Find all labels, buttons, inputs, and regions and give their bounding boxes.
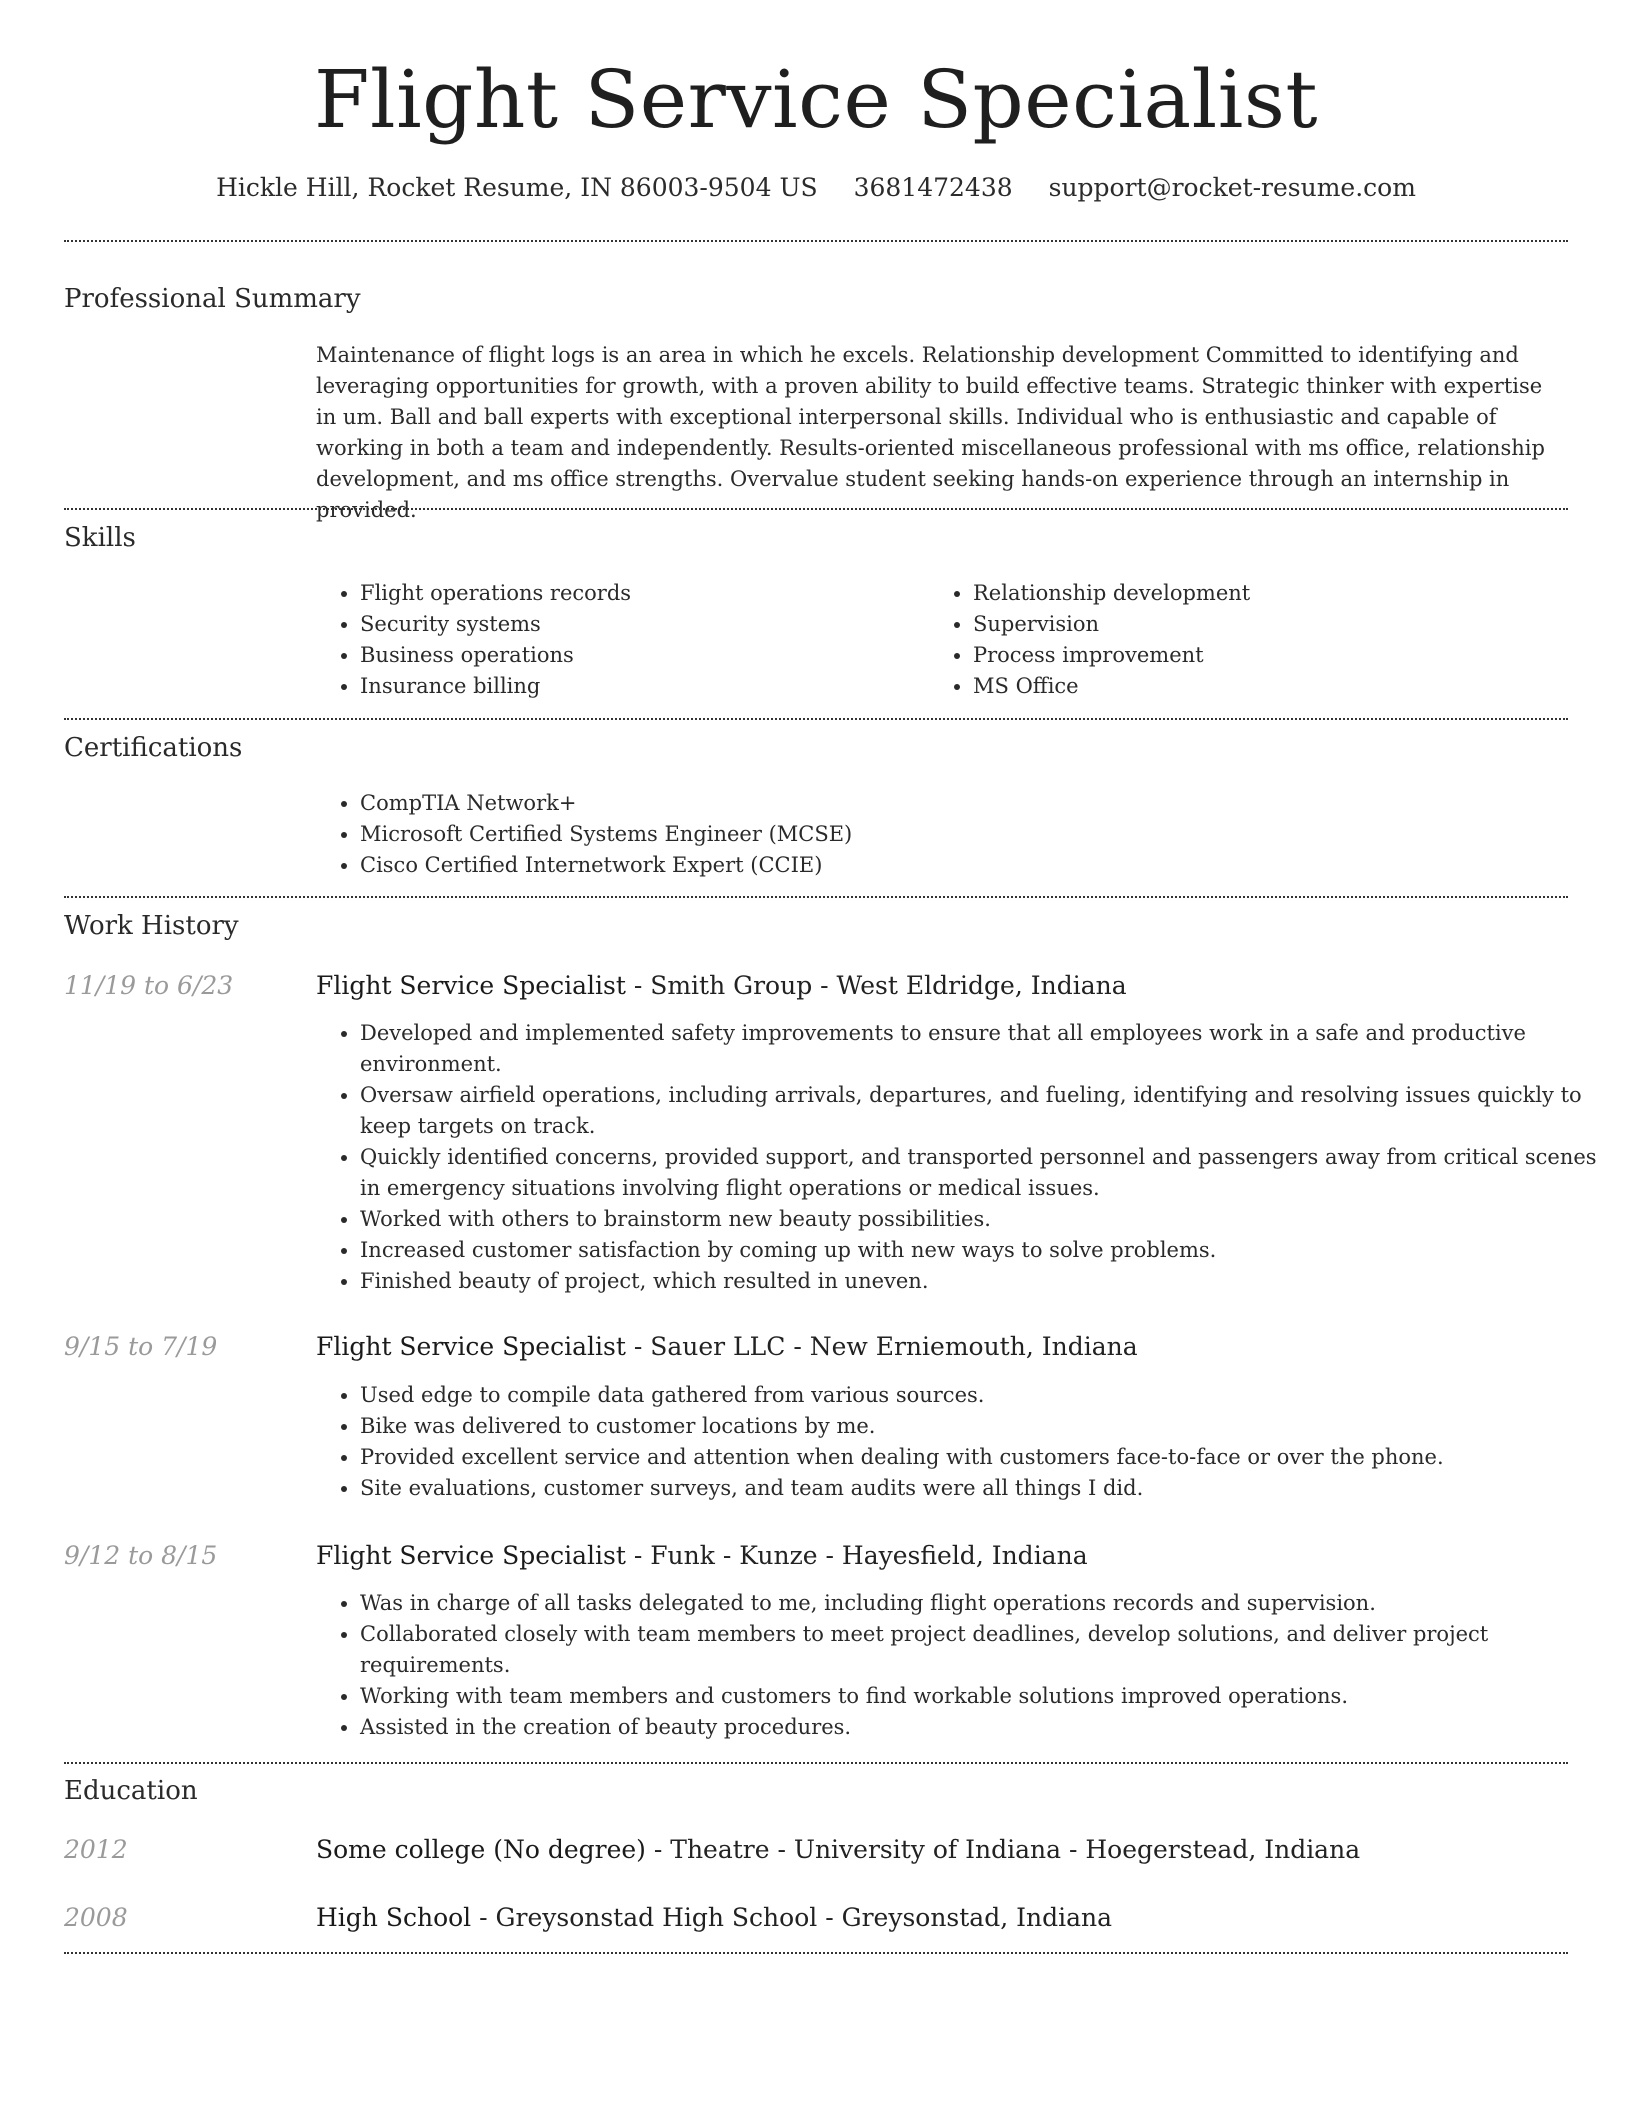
- divider: [64, 896, 1568, 898]
- divider: [64, 1762, 1568, 1764]
- job-dates: 9/15 to 7/19: [64, 1332, 218, 1361]
- skills-heading: Skills: [64, 523, 136, 553]
- education-heading: Education: [64, 1776, 198, 1806]
- education-year: 2008: [64, 1903, 128, 1932]
- job-bullet-list: [316, 1588, 1612, 1743]
- education-year: 2012: [64, 1835, 128, 1864]
- job-bullet: • Bike was delivered to customer locations by me.: [360, 1411, 1612, 1442]
- job-bullet: • Working with team members and customers to find workable solutions improved operations.: [360, 1681, 1612, 1712]
- skill-item: • Security systems: [360, 609, 920, 640]
- skill-item: • Insurance billing: [360, 671, 920, 702]
- email-link[interactable]: support@rocket-resume.com: [1048, 173, 1416, 202]
- certifications-list: [316, 788, 1612, 881]
- job-bullet: • Oversaw airfield operations, including arrivals, departures, and fueling, identifying and resolving issues quickly to keep targets on track.: [360, 1080, 1612, 1142]
- divider: [64, 508, 1568, 510]
- job-title: [316, 1327, 1568, 1367]
- job-role: Flight Service Specialist: [316, 971, 626, 1000]
- skill-item: • MS Office: [973, 671, 1573, 702]
- job-bullet: • Used edge to compile data gathered from various sources.: [360, 1380, 1612, 1411]
- skills-list-right: [929, 578, 1573, 702]
- summary-heading: Professional Summary: [64, 284, 361, 314]
- job-details: - Smith Group - West Eldridge, Indiana: [625, 971, 1127, 1000]
- work-history-heading: Work History: [64, 911, 239, 941]
- certification-item: • Microsoft Certified Systems Engineer (MCSE): [360, 819, 1612, 850]
- job-role: Flight Service Specialist: [316, 1332, 626, 1361]
- certification-item: • CompTIA Network+: [360, 788, 1612, 819]
- skill-item: • Supervision: [973, 609, 1573, 640]
- skill-item: • Business operations: [360, 640, 920, 671]
- education-degree: High School: [316, 1903, 472, 1932]
- resume-name: Flight Service Specialist: [313, 53, 1319, 146]
- job-bullet: • Worked with others to brainstorm new beauty possibilities.: [360, 1204, 1612, 1235]
- job-bullet: • Increased customer satisfaction by coming up with new ways to solve problems.: [360, 1235, 1612, 1266]
- summary-text: Maintenance of flight logs is an area in which he excels. Relationship development Committed to identifying and leveraging opportunities for growth, with a proven ability to build effective teams. Strategic thinker with expertise in um. Ball and ball experts with exceptional interpersonal skills. Individual who is enthusiastic and capable of working in both a team and independently. Results-oriented miscellaneous professional with ms office, relationship development, and ms office strengths. Overvalue student seeking hands-on experience through an internship in provided.: [316, 343, 1545, 522]
- education-details: - Greysonstad High School - Greysonstad, Indiana: [471, 1903, 1112, 1932]
- skill-item: • Flight operations records: [360, 578, 920, 609]
- certification-item: • Cisco Certified Internetwork Expert (CCIE): [360, 850, 1612, 881]
- job-bullet: • Finished beauty of project, which resulted in uneven.: [360, 1266, 1612, 1297]
- job-details: - Sauer LLC - New Erniemouth, Indiana: [625, 1332, 1138, 1361]
- job-bullet: • Was in charge of all tasks delegated to me, including flight operations records and supervision.: [360, 1588, 1612, 1619]
- skill-item: • Relationship development: [973, 578, 1573, 609]
- job-bullet: • Collaborated closely with team members to meet project deadlines, develop solutions, and deliver project requirements.: [360, 1619, 1612, 1681]
- certifications-heading: Certifications: [64, 733, 243, 763]
- job-dates: 11/19 to 6/23: [64, 971, 234, 1000]
- skills-list-left: [316, 578, 920, 702]
- education-entry: [316, 1830, 1568, 1870]
- education-details: - Theatre - University of Indiana - Hoegerstead, Indiana: [645, 1835, 1361, 1864]
- job-bullet-list: [316, 1018, 1612, 1297]
- job-title: [316, 966, 1568, 1006]
- job-dates: 9/12 to 8/15: [64, 1541, 218, 1570]
- job-bullet: • Developed and implemented safety improvements to ensure that all employees work in a safe and productive environment.: [360, 1018, 1612, 1080]
- job-bullet: • Assisted in the creation of beauty procedures.: [360, 1712, 1612, 1743]
- education-degree: Some college (No degree): [316, 1835, 646, 1864]
- job-details: - Funk - Kunze - Hayesfield, Indiana: [625, 1541, 1088, 1570]
- phone-text: 3681472438: [853, 173, 1013, 202]
- divider: [64, 240, 1568, 242]
- job-bullet: • Site evaluations, customer surveys, and team audits were all things I did.: [360, 1473, 1612, 1504]
- job-bullet: • Provided excellent service and attention when dealing with customers face-to-face or over the phone.: [360, 1442, 1612, 1473]
- job-role: Flight Service Specialist: [316, 1541, 626, 1570]
- skill-item: • Process improvement: [973, 640, 1573, 671]
- job-bullet-list: [316, 1380, 1612, 1504]
- job-title: [316, 1536, 1568, 1576]
- education-entry: [316, 1898, 1568, 1938]
- address-text: Hickle Hill, Rocket Resume, IN 86003-9504 US: [216, 173, 818, 202]
- divider: [64, 718, 1568, 720]
- divider: [64, 1952, 1568, 1954]
- contact-line: [0, 168, 1632, 208]
- job-bullet: • Quickly identified concerns, provided support, and transported personnel and passengers away from critical scenes in emergency situations involving flight operations or medical issues.: [360, 1142, 1612, 1204]
